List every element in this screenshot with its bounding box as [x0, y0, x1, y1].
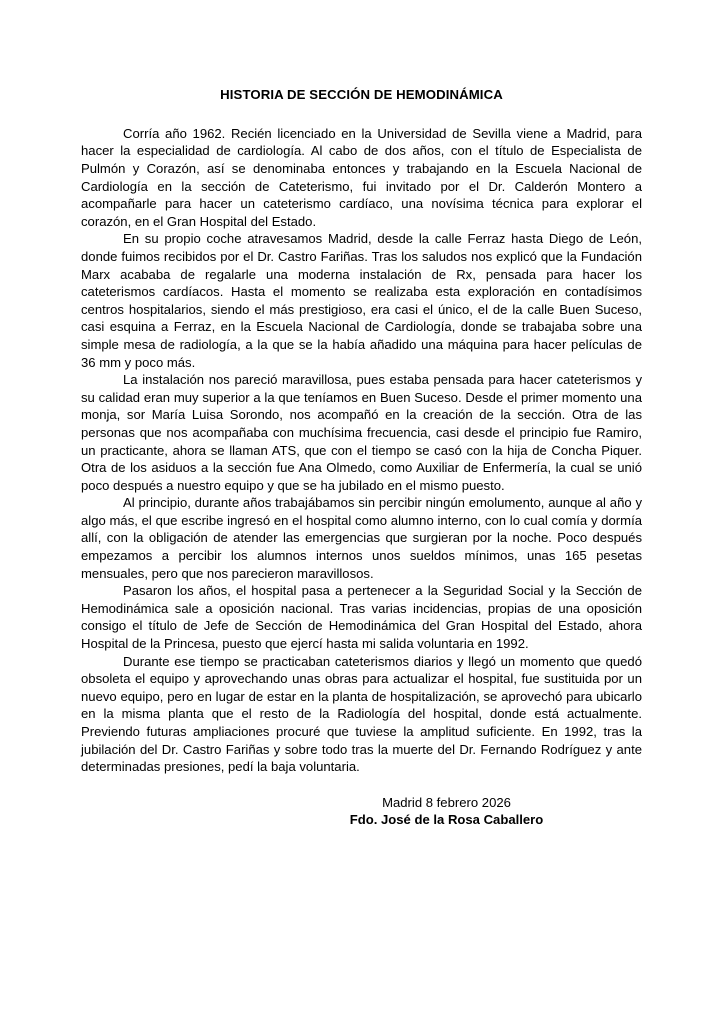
- signature-name: Fdo. José de la Rosa Caballero: [349, 812, 544, 828]
- paragraph-1: Corría año 1962. Recién licenciado en la Universidad de Sevilla viene a Madrid, para hacer la especialidad de cardiología. Al cabo de dos años, con el título de Especialista de Pulmón y Corazón, así se denominaba entonces y trabajando en la Escuela Nacional de Cardiología en la sección de Cateterismo, fui invitado por el Dr. Calderón Montero a acompañarle para hacer un cateterismo cardíaco, una novísima técnica para explorar el corazón, en el Gran Hospital del Estado.: [81, 125, 642, 229]
- paragraph-2: En su propio coche atravesamos Madrid, desde la calle Ferraz hasta Diego de León, donde fuimos recibidos por el Dr. Castro Fariñas. Tras los saludos nos explicó que la Fundación Marx acababa de regalarle una moderna instalación de Rx, pensada para hacer los cateterismos cardíacos. Hasta el momento se realizaba esta exploración en contadísimos centros hospitalarios, siendo el más prestigioso, era casi el único, el de la calle Buen Suceso, casi esquina a Ferraz, en la Escuela Nacional de Cardiología, donde se trabajaba sobre una simple mesa de radiología, a la que se la había añadido una máquina para hacer películas de 36 mm y poco más.: [81, 231, 642, 370]
- document-content: [81, 86, 642, 829]
- paragraph-3: La instalación nos pareció maravillosa, pues estaba pensada para hacer cateterismos y su calidad eran muy superior a la que teníamos en Buen Suceso. Desde el primer momento una monja, sor María Luisa Sorondo, nos acompañó en la creación de la sección. Otra de las personas que nos acompañaba con muchísima frecuencia, casi desde el principio fue Ramiro, un practicante, ahora se llaman ATS, que con el tiempo se casó con la hija de Concha Piquer. Otra de los asiduos a la sección fue Ana Olmedo, como Auxiliar de Enfermería, la cual se unió poco después a nuestro equipo y que se ha jubilado en el mismo puesto.: [81, 372, 642, 493]
- signature-block: [81, 794, 642, 829]
- page-title: HISTORIA DE SECCIÓN DE HEMODINÁMICA: [220, 87, 503, 102]
- paragraph-4: Al principio, durante años trabajábamos sin percibir ningún emolumento, aunque al año y algo más, el que escribe ingresó en el hospital como alumno interno, con lo cual comía y dormía allí, con la obligación de atender las emergencias que surgieran por la noche. Poco después empezamos a percibir los alumnos internos unos sueldos mínimos, unas 165 pesetas mensuales, pero que nos parecieron maravillosos.: [81, 495, 642, 581]
- paragraph-6: Durante ese tiempo se practicaban cateterismos diarios y llegó un momento que quedó obsoleta el equipo y aprovechando unas obras para actualizar el hospital, fue sustituida por un nuevo equipo, pero en lugar de estar en la planta de hospitalización, se aprovechó para ubicarlo en la misma planta que el resto de la Radiología del hospital, donde está actualmente. Previendo futuras ampliaciones procuré que tuviese la amplitud suficiente. En 1992, tras la jubilación del Dr. Castro Fariñas y sobre todo tras la muerte del Dr. Fernando Rodríguez y ante determinadas presiones, pedí la baja voluntaria.: [81, 653, 642, 775]
- paragraph-5: Pasaron los años, el hospital pasa a pertenecer a la Seguridad Social y la Sección de Hemodinámica sale a oposición nacional. Tras varias incidencias, propias de una oposición consigo el título de Jefe de Sección de Hemodinámica del Gran Hospital del Estado, ahora Hospital de la Princesa, puesto que ejercí hasta mi salida voluntaria en 1992.: [81, 583, 642, 652]
- signature-date: Madrid 8 febrero 2026: [382, 794, 511, 810]
- document-body: [81, 125, 642, 776]
